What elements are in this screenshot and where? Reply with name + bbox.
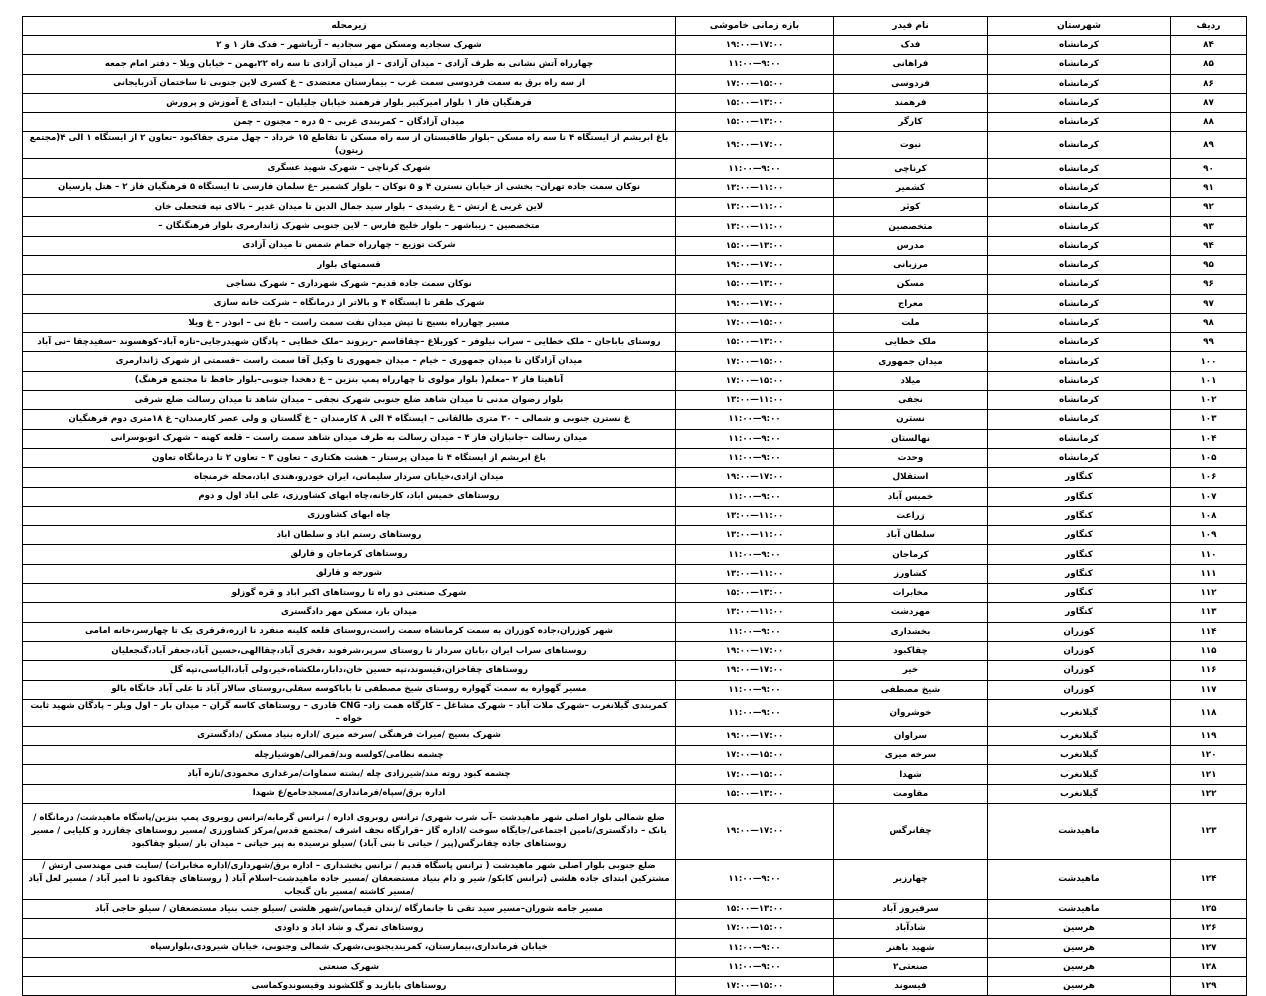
table-row (23, 564, 1247, 583)
cell-row-number: ۱۰۲ (1171, 391, 1247, 410)
cell-city: کرمانشاه (988, 371, 1171, 390)
table-row (23, 765, 1247, 784)
cell-time-range: ۱۵:۰۰—۱۷:۰۰ (676, 919, 834, 938)
table-row (23, 178, 1247, 197)
cell-time-range: ۹:۰۰—۱۱:۰۰ (676, 55, 834, 74)
cell-feeder: زراعت (834, 506, 988, 525)
cell-subarea: میدان ازادی،خیابان سردار سلیمانی، ایران خودرو،هندی اباد،محله خرمنجاه (23, 468, 676, 487)
cell-time-range: ۱۵:۰۰—۱۷:۰۰ (676, 313, 834, 332)
cell-city: کنگاور (988, 584, 1171, 603)
cell-subarea: فرهنگیان فاز ۱ بلوار امیرکبیر بلوار فرهمند خیابان جلیلیان – ابتدای غ آموزش و پرورش (23, 93, 676, 112)
cell-subarea: باغ ابریشم از ایستگاه ۴ تا سه راه مسکن –بلوار طاقبستان از سه راه مسکن تا تقاطع ۱۵ خرداد – چهل متری جقاکبود –تعاون ۲ از ایستگاه ۱ الی ۴(مجتمع زیتون) (23, 132, 676, 159)
cell-subarea: میدان رسالت –جانبازان فاز ۴ – میدان رسالت به طرف میدان شاهد سمت راست – قلعه کهنه – شهرک اتوبوسرانی (23, 429, 676, 448)
table-row (23, 371, 1247, 390)
cell-row-number: ۱۱۲ (1171, 584, 1247, 603)
cell-time-range: ۱۳:۰۰—۱۵:۰۰ (676, 333, 834, 352)
table-header-row (23, 17, 1247, 36)
table-row (23, 957, 1247, 976)
cell-feeder: کرماجان (834, 545, 988, 564)
cell-city: کنگاور (988, 603, 1171, 622)
cell-city: کرمانشاه (988, 217, 1171, 236)
cell-row-number: ۱۰۱ (1171, 371, 1247, 390)
cell-feeder: مقاومت (834, 784, 988, 803)
cell-subarea: روستاهای بابازید و گلکشوند وقیسوندوکماسی (23, 977, 676, 996)
cell-feeder: سلطان آباد (834, 526, 988, 545)
cell-row-number: ۱۲۳ (1171, 803, 1247, 859)
cell-subarea: چشمه کبود روته مند/شیرزادی چله /بشته سماوات/مرغداری محمودی/تازه آباد (23, 765, 676, 784)
table-row (23, 641, 1247, 660)
table-row (23, 93, 1247, 112)
table-row (23, 74, 1247, 93)
cell-row-number: ۱۲۴ (1171, 859, 1247, 899)
table-row (23, 294, 1247, 313)
cell-row-number: ۱۰۳ (1171, 410, 1247, 429)
table-row (23, 603, 1247, 622)
cell-row-number: ۱۲۲ (1171, 784, 1247, 803)
cell-subarea: باغ ابریشم از ایستگاه ۴ تا میدان پرستار – هشت هکتاری – تعاون ۳ – تعاون ۲ تا درمانگاه تعاون (23, 448, 676, 467)
cell-subarea: چاه ابهای کشاورزی (23, 506, 676, 525)
table-row (23, 545, 1247, 564)
cell-row-number: ۱۱۶ (1171, 661, 1247, 680)
cell-subarea: شهرک بسیج /میراث فرهنگی /سرخه میری /اداره بنیاد مسکن /دادگستری (23, 726, 676, 745)
cell-city: کوزران (988, 680, 1171, 699)
cell-feeder: خوشروان (834, 699, 988, 726)
header-row-number: ردیف (1171, 17, 1247, 36)
cell-feeder: چقاکبود (834, 641, 988, 660)
cell-feeder: میدان جمهوری (834, 352, 988, 371)
cell-feeder: وحدت (834, 448, 988, 467)
cell-feeder: مرزبانی (834, 255, 988, 274)
cell-city: کرمانشاه (988, 294, 1171, 313)
cell-feeder: مدرس (834, 236, 988, 255)
cell-time-range: ۱۳:۰۰—۱۵:۰۰ (676, 236, 834, 255)
cell-time-range: ۱۷:۰۰—۱۹:۰۰ (676, 468, 834, 487)
cell-city: کرمانشاه (988, 93, 1171, 112)
cell-row-number: ۱۱۷ (1171, 680, 1247, 699)
cell-row-number: ۹۷ (1171, 294, 1247, 313)
cell-time-range: ۱۷:۰۰—۱۹:۰۰ (676, 803, 834, 859)
cell-row-number: ۹۹ (1171, 333, 1247, 352)
cell-row-number: ۱۱۵ (1171, 641, 1247, 660)
cell-city: کنگاور (988, 564, 1171, 583)
cell-city: کرمانشاه (988, 236, 1171, 255)
cell-time-range: ۹:۰۰—۱۱:۰۰ (676, 545, 834, 564)
table-row (23, 159, 1247, 178)
cell-time-range: ۱۳:۰۰—۱۵:۰۰ (676, 275, 834, 294)
cell-subarea: آناهیتا فاز ۲ –معلم( بلوار مولوی تا چهارراه پمپ بنزین – غ دهخدا جنوبی–بلوار حافظ تا مجتمع فرهنگ) (23, 371, 676, 390)
cell-feeder: بخشداری (834, 622, 988, 641)
cell-row-number: ۱۱۹ (1171, 726, 1247, 745)
cell-time-range: ۱۱:۰۰—۱۳:۰۰ (676, 391, 834, 410)
cell-time-range: ۱۵:۰۰—۱۷:۰۰ (676, 352, 834, 371)
cell-city: کنگاور (988, 506, 1171, 525)
table-row (23, 526, 1247, 545)
cell-city: کرمانشاه (988, 36, 1171, 55)
cell-time-range: ۹:۰۰—۱۱:۰۰ (676, 429, 834, 448)
cell-feeder: فیسوند (834, 977, 988, 996)
cell-city: کنگاور (988, 468, 1171, 487)
cell-subarea: شهرک کرناچی – شهرک شهید عسگری (23, 159, 676, 178)
cell-city: کرمانشاه (988, 255, 1171, 274)
cell-time-range: ۱۷:۰۰—۱۹:۰۰ (676, 294, 834, 313)
cell-row-number: ۱۲۶ (1171, 919, 1247, 938)
cell-time-range: ۹:۰۰—۱۱:۰۰ (676, 410, 834, 429)
cell-row-number: ۱۱۱ (1171, 564, 1247, 583)
cell-row-number: ۹۰ (1171, 159, 1247, 178)
cell-row-number: ۸۴ (1171, 36, 1247, 55)
table-row (23, 217, 1247, 236)
cell-subarea: مسیر چهارراه بسیج تا تپش میدان نفت سمت راست – باغ نی – ابوذر – غ ویلا (23, 313, 676, 332)
cell-city: گیلانغرب (988, 726, 1171, 745)
cell-time-range: ۱۷:۰۰—۱۹:۰۰ (676, 661, 834, 680)
header-feeder: نام فیدر (834, 17, 988, 36)
table-row (23, 859, 1247, 899)
cell-feeder: کشمیر (834, 178, 988, 197)
cell-subarea: شهرک ظفر تا ایستگاه ۴ و بالاتر از درمانگاه – شرکت خانه سازی (23, 294, 676, 313)
cell-city: هرسین (988, 938, 1171, 957)
cell-row-number: ۹۳ (1171, 217, 1247, 236)
table-row (23, 333, 1247, 352)
cell-subarea: چهارراه آتش نشانی به طرف آزادی – میدان آزادی – از میدان آزادی تا سه راه ۲۲بهمن – خیابان ویلا – دفتر امام جمعه (23, 55, 676, 74)
cell-subarea: نوکان سمت جاده تهران– بخشی از خیابان نسترن ۴ و ۵ نوکان – بلوار کشمیر –غ سلمان فارسی تا ایستگاه ۵ فرهنگیان فاز ۲ – هتل پارسیان (23, 178, 676, 197)
cell-subarea: روستاهای کرماجان و قارلق (23, 545, 676, 564)
cell-subarea: ضلع جنوبی بلوار اصلی شهر ماهیدشت ( ترانس پاسگاه قدیم / ترانس بخشداری – اداره برق/شهرداری/اداره مخابرات) /سایت فنی مهندسی ارتش / مشترکین ابتدای جاده هلشی (ترانس کابکو/ شیر و دام بنیاد مستضعفان /مسیر جاده ماهیدشت–اسلام آباد ( روستاهای چقاکبود تا امیر آباد / مسیر لعل آباد /مسیر کاشته /مسیر بان گنجاب (23, 859, 676, 899)
cell-feeder: شهید باهنر (834, 938, 988, 957)
cell-city: کرمانشاه (988, 159, 1171, 178)
cell-row-number: ۸۹ (1171, 132, 1247, 159)
cell-row-number: ۸۷ (1171, 93, 1247, 112)
cell-feeder: مسکن (834, 275, 988, 294)
cell-row-number: ۱۱۴ (1171, 622, 1247, 641)
cell-time-range: ۱۷:۰۰—۱۹:۰۰ (676, 255, 834, 274)
cell-city: گیلانغرب (988, 784, 1171, 803)
cell-feeder: معراج (834, 294, 988, 313)
table-row (23, 584, 1247, 603)
table-row (23, 726, 1247, 745)
cell-feeder: شیخ مصطفی (834, 680, 988, 699)
table-row (23, 938, 1247, 957)
cell-row-number: ۱۰۴ (1171, 429, 1247, 448)
table-row (23, 680, 1247, 699)
cell-city: هرسین (988, 977, 1171, 996)
cell-time-range: ۱۳:۰۰—۱۵:۰۰ (676, 93, 834, 112)
cell-feeder: چهارزبر (834, 859, 988, 899)
cell-time-range: ۱۳:۰۰—۱۵:۰۰ (676, 899, 834, 918)
cell-row-number: ۱۲۷ (1171, 938, 1247, 957)
cell-time-range: ۱۱:۰۰—۱۳:۰۰ (676, 198, 834, 217)
cell-subarea: شرکت توزیع – چهارراه حمام شمس تا میدان آزادی (23, 236, 676, 255)
cell-subarea: روستاهای تمرگ و شاد اباد و داودی (23, 919, 676, 938)
cell-subarea: مسیر گهواره به سمت گهواره روستای شیخ مصطفی تا باباکوسه سفلی،روستای سالار آباد تا علی آباد خانگاه بالو (23, 680, 676, 699)
cell-feeder: نهالستان (834, 429, 988, 448)
cell-subarea: شورجه و قارلق (23, 564, 676, 583)
table-row (23, 132, 1247, 159)
cell-feeder: سرفیروز آباد (834, 899, 988, 918)
cell-row-number: ۸۸ (1171, 113, 1247, 132)
cell-subarea: روستای باباجان – ملک خطایی – سراب نیلوفر – کوربلاغ –چقاقاسم –ریزوند –ملک خطایی – پادگان شهیدرجایی–تازه آباد–کوهسوند –سفیدچقا –نی آباد (23, 333, 676, 352)
cell-time-range: ۱۱:۰۰—۱۳:۰۰ (676, 506, 834, 525)
cell-time-range: ۱۷:۰۰—۱۹:۰۰ (676, 36, 834, 55)
cell-row-number: ۱۲۸ (1171, 957, 1247, 976)
cell-feeder: کشاورز (834, 564, 988, 583)
cell-subarea: نوکان سمت جاده قدیم– شهرک شهرداری – شهرک نساجی (23, 275, 676, 294)
cell-subarea: قسمتهای بلوار (23, 255, 676, 274)
cell-city: کرمانشاه (988, 178, 1171, 197)
cell-row-number: ۱۱۰ (1171, 545, 1247, 564)
table-row (23, 899, 1247, 918)
cell-time-range: ۹:۰۰—۱۱:۰۰ (676, 859, 834, 899)
cell-feeder: میلاد (834, 371, 988, 390)
table-row (23, 352, 1247, 371)
cell-time-range: ۹:۰۰—۱۱:۰۰ (676, 680, 834, 699)
cell-subarea: میدان آزادگان تا میدان جمهوری – خیام – میدان جمهوری تا وکیل آقا سمت راست –قسمتی از شهرک ژاندارمری (23, 352, 676, 371)
cell-city: کرمانشاه (988, 410, 1171, 429)
cell-feeder: نبوت (834, 132, 988, 159)
cell-row-number: ۹۶ (1171, 275, 1247, 294)
table-row (23, 919, 1247, 938)
cell-feeder: فرهمند (834, 93, 988, 112)
cell-row-number: ۱۱۸ (1171, 699, 1247, 726)
table-row (23, 236, 1247, 255)
cell-time-range: ۱۵:۰۰—۱۷:۰۰ (676, 746, 834, 765)
cell-time-range: ۹:۰۰—۱۱:۰۰ (676, 938, 834, 957)
cell-feeder: فدک (834, 36, 988, 55)
cell-time-range: ۹:۰۰—۱۱:۰۰ (676, 957, 834, 976)
cell-time-range: ۱۵:۰۰—۱۷:۰۰ (676, 371, 834, 390)
cell-city: کرمانشاه (988, 352, 1171, 371)
table-row (23, 746, 1247, 765)
cell-city: کرمانشاه (988, 429, 1171, 448)
table-row (23, 313, 1247, 332)
cell-feeder: ملک خطایی (834, 333, 988, 352)
cell-time-range: ۱۱:۰۰—۱۳:۰۰ (676, 603, 834, 622)
cell-row-number: ۱۰۸ (1171, 506, 1247, 525)
cell-row-number: ۱۱۳ (1171, 603, 1247, 622)
cell-time-range: ۹:۰۰—۱۱:۰۰ (676, 159, 834, 178)
cell-time-range: ۱۳:۰۰—۱۵:۰۰ (676, 784, 834, 803)
outage-schedule-table (22, 16, 1247, 996)
cell-time-range: ۹:۰۰—۱۱:۰۰ (676, 622, 834, 641)
cell-subarea: ضلع شمالی بلوار اصلی شهر ماهیدشت –آب شرب شهری/ ترانس روبروی اداره / ترانس گرمابه/ترانس روبروی پمپ بنزین/پاسگاه ماهیدشت/ درمانگاه /بانک – دادگستری/تامین اجتماعی/جایگاه سوخت /اداره گاز –قرارگاه نجف اشرف /مجتمع قدس/مرکز کشاورزی /مسیر روستاهای چقازرد و کلیایی / مسیر روستاهای جاده چقانرگس(پیر / حیاتی تا بنی آباد) /سیلو نرسیده به پیر حیاتی – میدان بار /سیلو چقاکبود (23, 803, 676, 859)
cell-feeder: مخابرات (834, 584, 988, 603)
table-row (23, 55, 1247, 74)
cell-row-number: ۸۵ (1171, 55, 1247, 74)
cell-feeder: نجفی (834, 391, 988, 410)
cell-subarea: چشمه نظامی/کولسه وند/قمرالی/هوشیارچله (23, 746, 676, 765)
cell-feeder: فردوسی (834, 74, 988, 93)
cell-city: کنگاور (988, 526, 1171, 545)
cell-subarea: شهرک سجادیه ومسکن مهر سجادیه – آریاشهر – فدک فاز ۱ و ۲ (23, 36, 676, 55)
cell-time-range: ۱۱:۰۰—۱۳:۰۰ (676, 526, 834, 545)
cell-row-number: ۱۰۷ (1171, 487, 1247, 506)
table-row (23, 622, 1247, 641)
cell-time-range: ۹:۰۰—۱۱:۰۰ (676, 448, 834, 467)
cell-feeder: نسترن (834, 410, 988, 429)
cell-row-number: ۱۲۹ (1171, 977, 1247, 996)
cell-city: گیلانغرب (988, 699, 1171, 726)
cell-subarea: لاین غربی غ ارتش – غ رشیدی – بلوار سید جمال الدین تا میدان غدیر – بالای تپه فتحعلی خان (23, 198, 676, 217)
cell-row-number: ۱۲۵ (1171, 899, 1247, 918)
cell-subarea: مسیر جامه شوران–مسیر سید تقی تا جانمارگاه /زندان قیماس/شهر هلشی /سیلو جنب بنیاد مستضعفان / سیلو حاجی آباد (23, 899, 676, 918)
cell-row-number: ۱۰۹ (1171, 526, 1247, 545)
cell-feeder: متخصصین (834, 217, 988, 236)
cell-time-range: ۱۵:۰۰—۱۷:۰۰ (676, 977, 834, 996)
cell-row-number: ۱۰۶ (1171, 468, 1247, 487)
cell-subarea: کمربندی گیلانغرب –شهرک ملات آباد – شهرک مشاغل – کارگاه همت زاد– CNG قادری – روستاهای کاسه گران – میدان بار – اول ویلر – پادگان شهید ثابت خواه – (23, 699, 676, 726)
cell-time-range: ۱۵:۰۰—۱۷:۰۰ (676, 74, 834, 93)
outage-schedule-page (22, 16, 1246, 996)
cell-city: کوزران (988, 622, 1171, 641)
cell-city: گیلانغرب (988, 746, 1171, 765)
cell-feeder: کوثر (834, 198, 988, 217)
cell-city: گیلانغرب (988, 765, 1171, 784)
cell-row-number: ۹۱ (1171, 178, 1247, 197)
cell-row-number: ۹۴ (1171, 236, 1247, 255)
cell-city: کرمانشاه (988, 55, 1171, 74)
cell-city: کرمانشاه (988, 132, 1171, 159)
table-row (23, 429, 1247, 448)
cell-city: هرسین (988, 919, 1171, 938)
cell-subarea: روستاهای خمیس اباد، کارخانه،چاه ابهای کشاورزی، علی اباد اول و دوم (23, 487, 676, 506)
cell-feeder: کارگر (834, 113, 988, 132)
cell-time-range: ۱۷:۰۰—۱۹:۰۰ (676, 641, 834, 660)
header-city: شهرستان (988, 17, 1171, 36)
cell-feeder: فراهانی (834, 55, 988, 74)
table-row (23, 784, 1247, 803)
table-row (23, 255, 1247, 274)
table-row (23, 803, 1247, 859)
cell-subarea: متخصصین – زیباشهر – بلوار خلیج فارس – لاین جنوبی شهرک ژاندارمری بلوار فرهنگنگان – (23, 217, 676, 236)
cell-city: ماهیدشت (988, 899, 1171, 918)
cell-subarea: اداره برق/سپاه/فرمانداری/مسجدجامع/غ شهدا (23, 784, 676, 803)
cell-city: کرمانشاه (988, 448, 1171, 467)
cell-city: ماهیدشت (988, 859, 1171, 899)
cell-subarea: غ نسترن جنوبی و شمالی – ۳۰ متری طالقانی – ایستگاه ۴ الی ۸ کارمندان – غ گلستان و ولی عصر کارمندان– غ ۱۸متری دوم فرهنگیان (23, 410, 676, 429)
cell-feeder: صنعتی۲ (834, 957, 988, 976)
cell-city: کرمانشاه (988, 391, 1171, 410)
cell-subarea: بلوار رضوان مدنی تا میدان شاهد ضلع جنوبی شهرک نجفی – میدان شاهد تا میدان رسالت ضلع شرقی (23, 391, 676, 410)
cell-feeder: شادآباد (834, 919, 988, 938)
cell-city: کوزران (988, 641, 1171, 660)
cell-city: هرسین (988, 957, 1171, 976)
cell-time-range: ۱۵:۰۰—۱۷:۰۰ (676, 765, 834, 784)
cell-city: کرمانشاه (988, 113, 1171, 132)
cell-row-number: ۱۰۵ (1171, 448, 1247, 467)
cell-subarea: روستاهای چقاخزان،قیسوند،تپه حسین خان،دابار،ملکشاه،خیر،ولی آباد،الیاسی،تپه گل (23, 661, 676, 680)
cell-city: کنگاور (988, 487, 1171, 506)
cell-row-number: ۹۸ (1171, 313, 1247, 332)
cell-row-number: ۱۲۱ (1171, 765, 1247, 784)
table-row (23, 661, 1247, 680)
cell-subarea: شهرک صنعتی (23, 957, 676, 976)
cell-city: کوزران (988, 661, 1171, 680)
cell-city: کرمانشاه (988, 313, 1171, 332)
table-row (23, 448, 1247, 467)
cell-city: ماهیدشت (988, 803, 1171, 859)
cell-subarea: خیابان فرمانداری،بیمارستان، کمربندیجنوبی،شهرک شمالی وجنوبی، خیابان شیرودی،بلوارسپاه (23, 938, 676, 957)
cell-subarea: میدان بار، مسکن مهر دادگستری (23, 603, 676, 622)
cell-subarea: روستاهای رستم اباد و سلطان اباد (23, 526, 676, 545)
header-subarea: زیرمحله (23, 17, 676, 36)
cell-city: کرمانشاه (988, 74, 1171, 93)
cell-time-range: ۱۳:۰۰—۱۵:۰۰ (676, 584, 834, 603)
cell-feeder: شهدا (834, 765, 988, 784)
table-row (23, 487, 1247, 506)
cell-time-range: ۱۷:۰۰—۱۹:۰۰ (676, 132, 834, 159)
table-row (23, 391, 1247, 410)
cell-row-number: ۹۲ (1171, 198, 1247, 217)
cell-feeder: مهردشت (834, 603, 988, 622)
cell-feeder: خمیس آباد (834, 487, 988, 506)
cell-city: کرمانشاه (988, 333, 1171, 352)
cell-row-number: ۱۲۰ (1171, 746, 1247, 765)
cell-time-range: ۱۳:۰۰—۱۵:۰۰ (676, 113, 834, 132)
header-time-range: بازه زمانی خاموشی (676, 17, 834, 36)
cell-subarea: شهرک صنعتی دو راه تا روستاهای اکبر اباد و قره گوزلو (23, 584, 676, 603)
table-row (23, 506, 1247, 525)
cell-row-number: ۱۰۰ (1171, 352, 1247, 371)
cell-row-number: ۸۶ (1171, 74, 1247, 93)
table-row (23, 468, 1247, 487)
cell-subarea: شهر کوزران،جاده کوزران به سمت کرمانشاه سمت راست،روستای قلعه کلینه منفرد تا ازره،قرقری یک تا چهارسر،خانه امامی (23, 622, 676, 641)
cell-feeder: کرناچی (834, 159, 988, 178)
cell-time-range: ۱۷:۰۰—۱۹:۰۰ (676, 726, 834, 745)
table-row (23, 36, 1247, 55)
cell-feeder: استقلال (834, 468, 988, 487)
cell-time-range: ۱۱:۰۰—۱۳:۰۰ (676, 178, 834, 197)
table-row (23, 977, 1247, 996)
cell-time-range: ۱۱:۰۰—۱۳:۰۰ (676, 217, 834, 236)
table-row (23, 198, 1247, 217)
cell-feeder: سرخه میری (834, 746, 988, 765)
cell-city: کرمانشاه (988, 275, 1171, 294)
table-row (23, 410, 1247, 429)
table-row (23, 275, 1247, 294)
cell-feeder: سراوان (834, 726, 988, 745)
cell-city: کرمانشاه (988, 198, 1171, 217)
cell-subarea: از سه راه برق به سمت فردوسی سمت غرب – بیمارستان معتضدی – غ کسری لاین جنوبی تا ساختمان آذربایجانی (23, 74, 676, 93)
cell-subarea: میدان آزادگان – کمربندی غربی – ۵ دره – مجنون – چمن (23, 113, 676, 132)
cell-feeder: چقانرگس (834, 803, 988, 859)
cell-feeder: خیر (834, 661, 988, 680)
table-body (23, 36, 1247, 996)
cell-time-range: ۱۱:۰۰—۱۳:۰۰ (676, 564, 834, 583)
cell-row-number: ۹۵ (1171, 255, 1247, 274)
cell-subarea: روستاهای سراب ایران ،بابان سردار تا روستای سرپر،شرفوند ،فخری آباد،چقاالهی،حسین آباد،جعفر آباد،گنجعلیان (23, 641, 676, 660)
cell-time-range: ۹:۰۰—۱۱:۰۰ (676, 487, 834, 506)
cell-feeder: ملت (834, 313, 988, 332)
table-row (23, 113, 1247, 132)
table-row (23, 699, 1247, 726)
cell-city: کنگاور (988, 545, 1171, 564)
cell-time-range: ۹:۰۰—۱۱:۰۰ (676, 699, 834, 726)
